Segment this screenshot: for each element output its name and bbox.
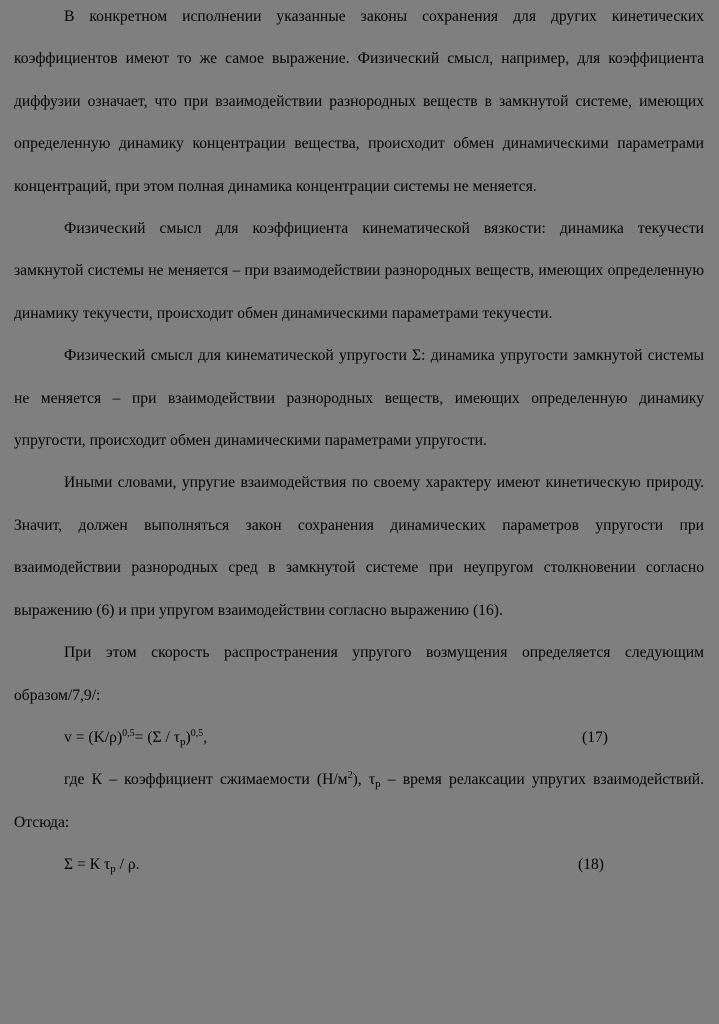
- equation-17-exponent-1: 0,5: [122, 727, 135, 739]
- document-page: [14, 0, 704, 887]
- definition-exponent: 2: [347, 770, 353, 782]
- paragraph-viscosity: Физический смысл для коэффициента кинематической вязкости: динамика текучести замкнутой системы не меняется – при взаимодействии разнородных веществ, имеющих определенную динамику текучести, происходит обмен динамическими параметрами текучести.: [14, 220, 704, 322]
- equation-18-subscript: р: [110, 863, 116, 876]
- paragraph-definition: [14, 759, 704, 844]
- equation-17-tail: ,: [203, 728, 208, 746]
- equation-18: [14, 844, 704, 886]
- equation-17-subscript: р: [180, 735, 186, 748]
- equation-17-exponent-2: 0,5: [190, 727, 204, 739]
- equation-18-number: (18): [578, 856, 604, 874]
- paragraph-elasticity: Физический смысл для кинематической упругости Σ: динамика упругости замкнутой системы не меняется – при взаимодействии разнородных веществ, имеющих определенную динамику упругости, происходит обмен динамическими параметрами упругости.: [14, 347, 704, 450]
- definition-before: где К – коэффициент сжимаемости (Н/м: [64, 771, 348, 789]
- definition-subscript: р: [375, 778, 381, 791]
- paragraph-conservation-laws: В конкретном исполнении указанные законы сохранения для других кинетических коэффициентов имеют то же самое выражение. Физический смысл, например, для коэффициента диффузии означает, что при взаимодействии разнородных веществ в замкнутой системе, имеющих определенную динамику концентрации вещества, происходит обмен динамическими параметрами концентраций, при этом полная динамика концентрации системы не меняется.: [14, 8, 704, 195]
- definition-after: – время релаксации упругих взаимодействий. Отсюда:: [14, 771, 704, 831]
- equation-17-close: ): [185, 728, 191, 746]
- paragraph-wave-speed: При этом скорость распространения упругого возмущения определяется следующим образом/7,9/:: [14, 644, 704, 704]
- definition-middle: ), τ: [352, 771, 376, 789]
- paragraph-kinetic-nature: Иными словами, упругие взаимодействия по своему характеру имеют кинетическую природу. Значит, должен выполняться закон сохранения динамических параметров упругости при взаимодействии разнородных сред в замкнутой системе при неупругом столкновении согласно выражению (6) и при упругом взаимодействии согласно выражению (16).: [14, 474, 704, 619]
- equation-18-lhs: Σ = К τ: [64, 856, 111, 874]
- equation-17-number: (17): [582, 728, 608, 746]
- equation-18-rest: / ρ.: [115, 856, 140, 874]
- equation-17-middle: = (Σ / τ: [134, 728, 181, 746]
- equation-17: [14, 717, 704, 759]
- equation-17-lhs: v = (K/ρ): [64, 728, 123, 746]
